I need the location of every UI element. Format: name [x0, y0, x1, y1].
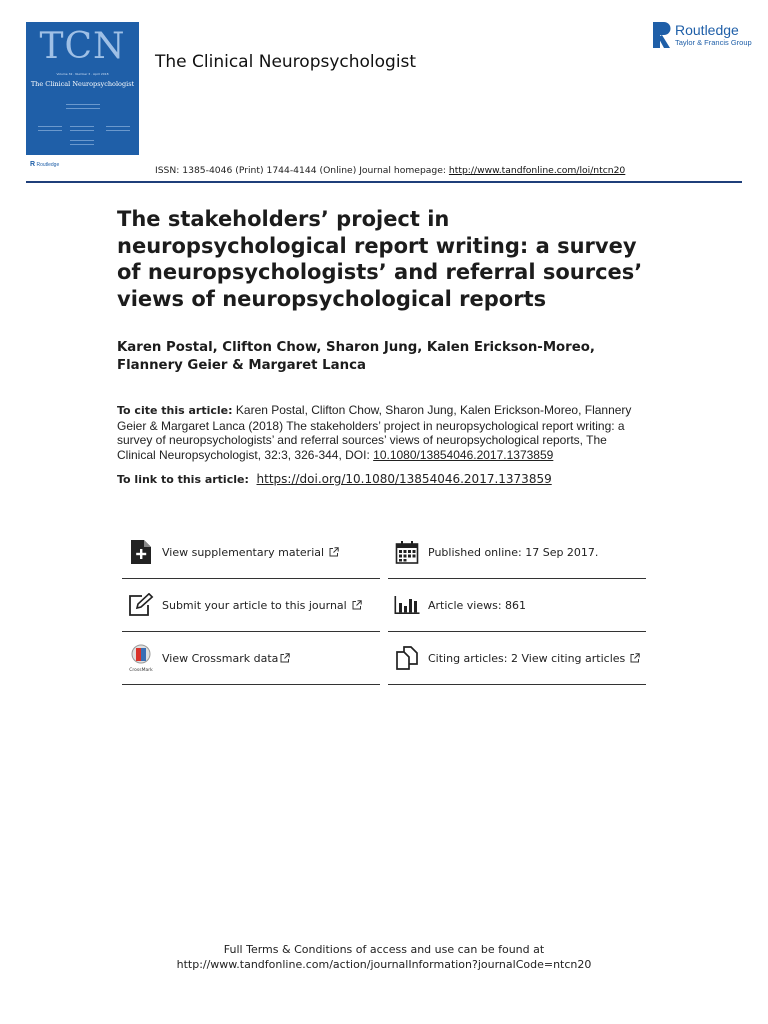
- external-link-icon: [352, 600, 362, 610]
- copy-documents-icon: [392, 643, 422, 673]
- cover-abbreviation: TCN: [39, 26, 126, 67]
- terms-url[interactable]: http://www.tandfonline.com/action/journalInformation?journalCode=ntcn20: [176, 958, 592, 971]
- issn-line: [155, 165, 625, 176]
- external-link-icon: [630, 653, 640, 663]
- cover-decoration: [38, 126, 62, 127]
- header-divider: [26, 181, 742, 183]
- citing-articles-label: Citing articles: 2 View citing articles: [428, 651, 626, 665]
- submit-article-row[interactable]: [122, 579, 380, 632]
- journal-cover: [26, 22, 139, 155]
- citation-doi-link[interactable]: 10.1080/13854046.2017.1373859: [373, 447, 554, 462]
- issn-text: ISSN: 1385-4046 (Print) 1744-4144 (Online) Journal homepage:: [155, 165, 446, 176]
- svg-text:CrossMark: CrossMark: [129, 668, 153, 672]
- bar-chart-icon: [392, 590, 422, 620]
- citation-text: Karen Postal, Clifton Chow, Sharon Jung, Kalen Erickson-Moreo, Flannery Geier & Margaret Lanca (2018) The stakeholders’ project in neuropsychological report writing: a survey of neuropsychologists’ and referral sources’ views of neuropsychological reports, The Clinical Neuropsychologist, 32:3, 326-344, DOI:: [117, 403, 632, 462]
- crossmark-icon: [126, 643, 156, 673]
- external-link-icon: [329, 547, 339, 557]
- link-label: To link to this article:: [117, 473, 249, 486]
- article-link-line: [117, 472, 552, 486]
- edit-icon: [126, 590, 156, 620]
- cover-decoration: [70, 144, 94, 145]
- journal-homepage-link[interactable]: http://www.tandfonline.com/loi/ntcn20: [448, 165, 626, 176]
- terms-line: Full Terms & Conditions of access and use can be found at: [223, 943, 545, 956]
- cover-volume-line: Volume 32 · Number 3 · April 2018: [56, 72, 109, 76]
- journal-name[interactable]: The Clinical Neuropsychologist: [155, 52, 417, 72]
- supplementary-label: View supplementary material: [162, 545, 325, 559]
- document-plus-icon: [126, 537, 156, 567]
- published-online-label: Published online: 17 Sep 2017.: [428, 545, 599, 559]
- logo-brand: Routledge: [675, 22, 739, 38]
- cover-title: The Clinical Neuropsychologist: [30, 80, 135, 88]
- article-views-label: Article views: 861: [428, 598, 527, 612]
- crossmark-label: View Crossmark data: [162, 651, 279, 665]
- article-views-row: [388, 579, 646, 632]
- external-link-icon: [280, 653, 290, 663]
- cover-decoration: [106, 130, 130, 131]
- cover-decoration: [70, 130, 94, 131]
- calendar-icon: [392, 537, 422, 567]
- routledge-r-icon: [653, 22, 671, 48]
- cover-decoration: [106, 126, 130, 127]
- supplementary-material-row[interactable]: [122, 526, 380, 579]
- terms-footer: [0, 942, 768, 972]
- cover-publisher: R Routledge: [30, 161, 60, 168]
- logo-subtitle: Taylor & Francis Group: [675, 38, 752, 47]
- routledge-logo[interactable]: [653, 22, 752, 48]
- cover-decoration: [38, 130, 62, 131]
- cover-decoration: [66, 104, 100, 105]
- citation-label: To cite this article:: [117, 404, 233, 417]
- cover-decoration: [70, 140, 94, 141]
- cover-decoration: [70, 126, 94, 127]
- article-authors: Karen Postal, Clifton Chow, Sharon Jung, Kalen Erickson-Moreo, Flannery Geier & Margaret Lanca: [117, 340, 595, 373]
- published-online-row: [388, 526, 646, 579]
- article-doi-link[interactable]: https://doi.org/10.1080/13854046.2017.1373859: [256, 472, 552, 486]
- citing-articles-row[interactable]: [388, 632, 646, 685]
- citation-block: [117, 403, 637, 462]
- cover-decoration: [66, 108, 100, 109]
- submit-article-label: Submit your article to this journal: [162, 598, 347, 612]
- article-title: The stakeholders’ project in neuropsychological report writing: a survey of neuropsychologists’ and referral sources’ views of neuropsychological reports: [117, 207, 643, 311]
- crossmark-row[interactable]: [122, 632, 380, 685]
